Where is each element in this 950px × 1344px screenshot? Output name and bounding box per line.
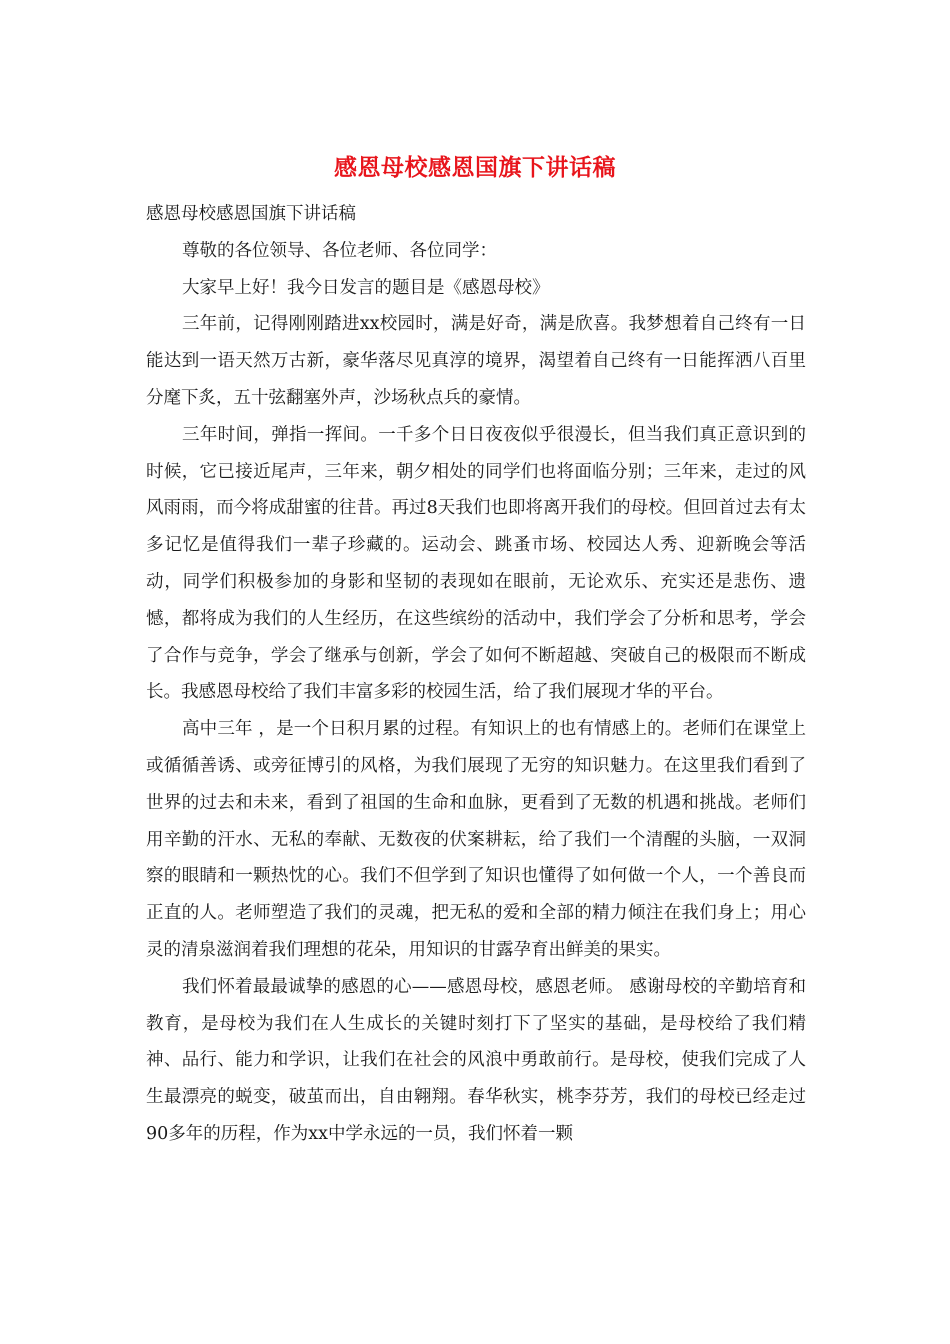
paragraph: 高中三年 ，是一个日积月累的过程。有知识上的也有情感上的。老师们在课堂上或循循善诱、或旁征博引的风格，为我们展现了无穷的知识魅力。在这里我们看到了世界的过去和未来，看到了祖国的生命和血脉，更看到了无数的机遇和挑战。老师们用辛勤的汗水、无私的奉献、无数夜的伏案耕耘，给了我们一个清醒的头脑，一双洞察的眼睛和一颗热忱的心。我们不但学到了知识也懂得了如何做一个人，一个善良而正直的人。老师塑造了我们的灵魂，把无私的爱和全部的精力倾注在我们身上；用心灵的清泉滋润着我们理想的花朵，用知识的甘露孕育出鲜美的果实。 — [146, 719, 806, 960]
paragraph: 三年前，记得刚刚踏进xx校园时，满是好奇，满是欣喜。我梦想着自己终有一日能达到一语天然万古新，豪华落尽见真淳的境界，渴望着自己终有一日能挥洒八百里分麾下炙，五十弦翻塞外声，沙场秋点兵的豪情。 — [146, 314, 806, 408]
document-body — [146, 196, 806, 1153]
opening-line: 大家早上好！我今日发言的题目是《感恩母校》 — [182, 277, 550, 298]
document-title: 感恩母校感恩国旗下讲话稿 — [334, 154, 616, 181]
paragraph: 我们怀着最最诚挚的感恩的心——感恩母校，感恩老师。 感谢母校的辛勤培育和教育，是母校为我们在人生成长的关键时刻打下了坚实的基础，是母校给了我们精神、品行、能力和学识，让我们在社会的风浪中勇敢前行。是母校，使我们完成了人生最漂亮的蜕变，破茧而出，自由翱翔。春华秋实，桃李芬芳，我们的母校已经走过90多年的历程，作为xx中学永远的一员，我们怀着一颗 — [146, 976, 806, 1144]
paragraph: 三年时间，弹指一挥间。一千多个日日夜夜似乎很漫长，但当我们真正意识到的时候，它已接近尾声，三年来，朝夕相处的同学们也将面临分别；三年来，走过的风风雨雨，而今将成甜蜜的往昔。再过8天我们也即将离开我们的母校。但回首过去有太多记忆是值得我们一辈子珍藏的。运动会、跳蚤市场、校园达人秀、迎新晚会等活动，同学们积极参加的身影和坚韧的表现如在眼前，无论欢乐、充实还是悲伤、遗憾，都将成为我们的人生经历，在这些缤纷的活动中，我们学会了分析和思考，学会了合作与竞争，学会了继承与创新，学会了如何不断超越、突破自己的极限而不断成长。我感恩母校给了我们丰富多彩的校园生活，给了我们展现才华的平台。 — [146, 424, 806, 703]
greeting: 尊敬的各位领导、各位老师、各位同学： — [182, 240, 497, 261]
document-subtitle: 感恩母校感恩国旗下讲话稿 — [146, 204, 356, 224]
